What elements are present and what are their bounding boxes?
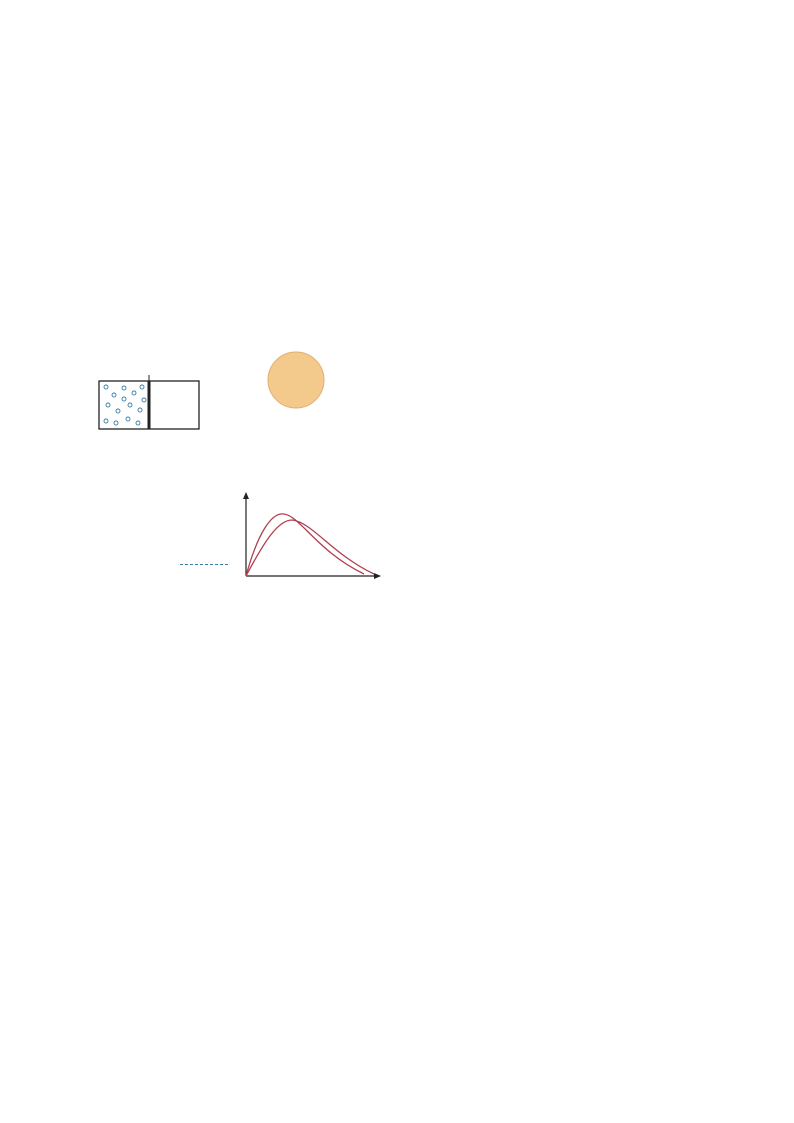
option-c bbox=[72, 746, 732, 759]
figure-ding bbox=[236, 458, 386, 608]
figure-bing bbox=[70, 515, 230, 610]
gas-molecules bbox=[104, 385, 146, 425]
surface-line bbox=[180, 564, 228, 565]
option-b bbox=[72, 684, 732, 697]
option-d bbox=[72, 808, 732, 821]
figure-yi bbox=[234, 328, 384, 453]
figure-jia bbox=[98, 355, 208, 455]
option-a bbox=[72, 622, 732, 635]
